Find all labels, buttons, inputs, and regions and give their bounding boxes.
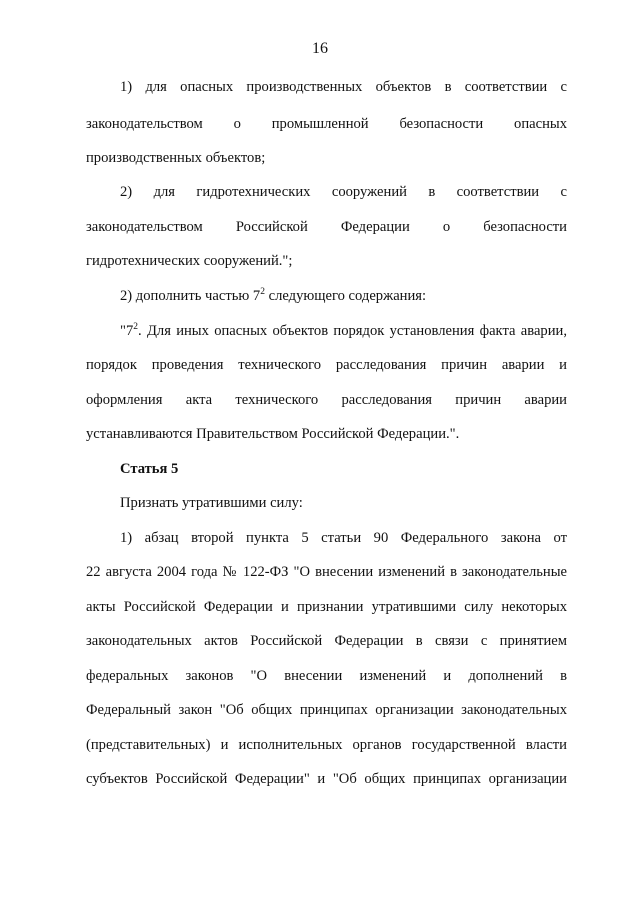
text-line: [120, 287, 567, 305]
superscript: 2: [133, 322, 139, 332]
text-line: Федеральный закон "Об общих принципах организации законодательных: [86, 702, 567, 718]
article-heading: Статья 5: [120, 461, 179, 477]
text-line: федеральных законов "О внесении изменений и дополнений в: [86, 668, 567, 684]
text-line: Признать утратившими силу:: [120, 495, 303, 511]
text-line: законодательных актов Российской Федерации в связи с принятием: [86, 633, 567, 649]
text-line: устанавливаются Правительством Российской Федерации.".: [86, 426, 460, 442]
text-line: законодательством о промышленной безопасности опасных: [86, 116, 567, 132]
text-line: производственных объектов;: [86, 150, 266, 166]
text-line: акты Российской Федерации и признании утратившими силу некоторых: [86, 599, 567, 615]
text-line: [120, 322, 567, 340]
text-line: субъектов Российской Федерации" и "Об общих принципах организации: [86, 771, 567, 787]
line-text-after: . Для иных опасных объектов порядок установления факта аварии,: [138, 323, 567, 339]
text-line: 1) для опасных производственных объектов в соответствии с: [120, 79, 567, 95]
text-line: законодательством Российской Федерации о безопасности: [86, 219, 567, 235]
superscript: 2: [260, 287, 265, 297]
text-line: оформления акта технического расследования причин аварии: [86, 392, 567, 408]
text-line: порядок проведения технического расследования причин аварии и: [86, 357, 567, 373]
text-line: 1) абзац второй пункта 5 статьи 90 Федерального закона от: [120, 530, 567, 546]
line-text-after: следующего содержания:: [264, 288, 427, 304]
text-line: (представительных) и исполнительных органов государственной власти: [86, 737, 567, 753]
page-number: 16: [312, 40, 328, 57]
line-text-before: 2) дополнить частью 7: [120, 288, 261, 304]
text-line: 2) для гидротехнических сооружений в соответствии с: [120, 184, 567, 200]
text-line: 22 августа 2004 года № 122-ФЗ "О внесении изменений в законодательные: [86, 564, 567, 580]
line-text-before: "7: [120, 323, 134, 339]
text-line: гидротехнических сооружений.";: [86, 253, 293, 269]
